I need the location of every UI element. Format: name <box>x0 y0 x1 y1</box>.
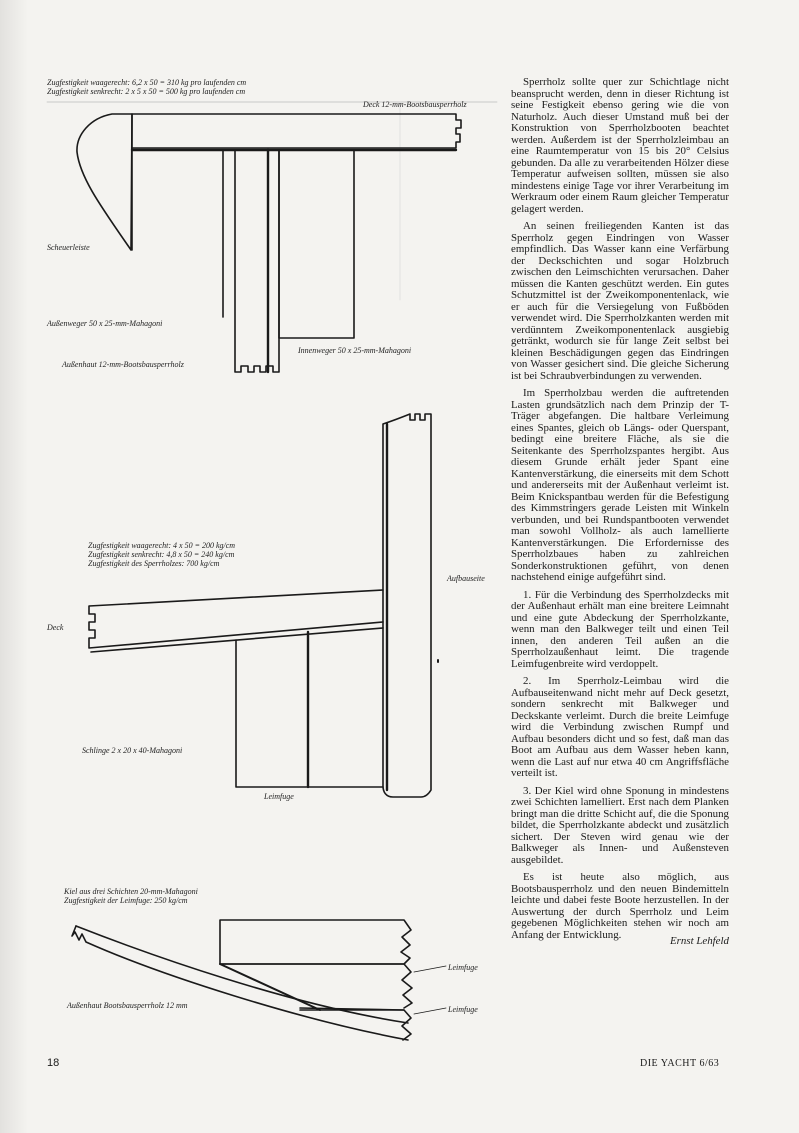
article-paragraph: Im Sperrholzbau werden die auftretenden Lasten grundsätzlich nach dem Prinzip der T-Träger abgefangen. Die haltbare Verleimung eines Spantes, gleich ob Längs- oder Querspant, bedingt eine breitere Fläche, als sie die Seitenkante des Sperrholzspantes hergibt. Aus diesem Grunde erhält jeder Spant eine Kantenverstärkung, die einerseits mit dem Schott und andererseits mit der Außenhaut verleimt ist. Beim Knickspantbau werden für die Befestigung des Kimmstringers gerade Leisten mit Winkeln verbunden, und bei Rundspantbooten verwendet man sowohl Vollholz- als auch lamellierte Kantenverstärkungen. Die Erfordernisse des Sperrholzbaues haben zu zahlreichen Sonderkonstruktionen geführt, von denen nachstehend einige aufgeführt sind. <box>511 387 729 583</box>
fig2-strength-ply: Zugfestigkeit des Sperrholzes: 700 kg/cm <box>88 559 220 568</box>
fig1-aussenhaut-label: Außenhaut 12-mm-Bootsbausperrholz <box>62 360 184 369</box>
figure1-drawing <box>47 102 497 372</box>
aussenhaut-plank <box>235 150 279 372</box>
fig2-leimfuge-label: Leimfuge <box>264 792 294 801</box>
fig2-aufbauseite-label: Aufbauseite <box>447 574 485 583</box>
fig3-aussenhaut-label: Außenhaut Bootsbausperrholz 12 mm <box>67 1001 188 1010</box>
article-paragraph: An seinen freiliegenden Kanten ist das Sperrholz gegen Eindringen von Wasser empfindlich. Das Wasser kann eine Verfärbung der Deckschichten und sogar Holzbruch zwischen den Leimschichten verursachen. Daher müssen die Kanten geschützt werden. Ein gutes Schutzmittel ist der Zweikomponentenlack, wie er auch für die Versiegelung von Fußböden verwendet wird. Die Sperrholzkanten werden mit verdünntem Zweikomponentenlack ausgiebig getränkt, wodurch sie für lange Zeit selbst bei kleinen Beschädigungen gegen das Eindringen von Wasser gesichert sind. Die gleiche Sicherung ist bei Schraubverbindungen zu verwenden. <box>511 220 729 382</box>
scheuerleiste-shape <box>77 114 132 250</box>
innenweger <box>279 150 354 338</box>
fig2-strength-h: Zugfestigkeit waagerecht: 4 x 50 = 200 kg/cm <box>88 541 236 550</box>
article-paragraph: 2. Im Sperrholz-Leimbau wird die Aufbauseitenwand nicht mehr auf Deck gesetzt, sondern senkrecht mit Balkweger und Deckskante verleimt. Durch die breite Leimfuge wird die Verbindung zwischen Rumpf und Aufbau besonders dicht und so fest, daß man das Boot am Aufbau aus dem Wasser heben kann, wenn die Last auf nur etwa 40 cm Angriffsfläche verteilt ist. <box>511 675 729 779</box>
fig2-deck-label: Deck <box>47 623 64 632</box>
deck-plank <box>132 114 461 148</box>
aufbauseite-panel <box>383 414 431 797</box>
fig3-kiel-label: Kiel aus drei Schichten 20-mm-Mahagoni <box>64 887 198 896</box>
article-paragraph: 3. Der Kiel wird ohne Sponung in mindestens zwei Schichten lamelliert. Erst nach dem Planken bringt man die dritte Schicht auf, die die Sponung bildet, die Sperrholzkante abdeckt und zusätzlich sichert. Der Steven wird genau wie der Balkweger als Innen- und Außensteven ausgebildet. <box>511 784 729 866</box>
fig3-leimfuge-label-1: Leimfuge <box>448 963 478 972</box>
article-paragraph: 1. Für die Verbindung des Sperrholzdecks mit der Außenhaut erhält man eine breitere Leimnaht und eine gute Abdeckung der Sperrholzkante, wenn man den Balkweger teilt und einen Teil innen, den anderen Teil außen an die Sperrholzaußenhaut leimt. Die tragende Leimfugenbreite wird verdoppelt. <box>511 588 729 670</box>
fig2-schlinge-label: Schlinge 2 x 20 x 40-Mahagoni <box>82 746 183 755</box>
schlinge <box>236 640 383 787</box>
fig1-innenweger-label: Innenweger 50 x 25-mm-Mahagoni <box>298 346 412 355</box>
kiel-layer-1 <box>220 920 411 964</box>
figure3-drawing <box>72 920 446 1040</box>
article-paragraph: Es ist heute also möglich, aus Bootsbausperrholz und den neuen Bindemitteln leichte und dabei feste Boote herzustellen. In der Auswertung der durch Sperrholz und Leim gegebenen Möglichkeiten stehen wir noch am Anfang der Entwicklung. <box>511 871 729 941</box>
author-name: Ernst Lehfeld <box>670 934 729 947</box>
page-number: 18 <box>47 1057 60 1069</box>
figure2-drawing <box>89 414 438 797</box>
article-text-column <box>511 77 729 947</box>
article-paragraph: Sperrholz sollte quer zur Schichtlage nicht beansprucht werden, denn in dieser Richtung ist seine Festigkeit ebenso gering wie die von Naturholz. Auch dieser Umstand muß bei der Konstruktion von Sperrholzbooten beachtet werden. Außerdem ist der Sperrholzleimbau an eine Raumtemperatur von 15 bis 20° Celsius gebunden. Da alle zu verarbeitenden Hölzer diese Temperatur aufweisen sollten, müssen sie also mindestens einige Tage vor ihrer Verarbeitung im Werkraum oder einem Raum gleicher Temperatur gelagert werden. <box>511 76 729 215</box>
fig1-scheuerleiste-label: Scheuerleiste <box>47 243 90 252</box>
fig1-strength-h: Zugfestigkeit waagerecht: 6,2 x 50 = 310 kg pro laufenden cm <box>47 78 247 87</box>
fig3-leimfuge-label-2: Leimfuge <box>448 1005 478 1014</box>
fig1-aussenweger-label: Außenweger 50 x 25-mm-Mahagoni <box>47 319 163 328</box>
fig1-strength-v: Zugfestigkeit senkrecht: 2 x 5 x 50 = 500 kg pro laufenden cm <box>47 87 246 96</box>
fig3-strength-glue: Zugfestigkeit der Leimfuge: 250 kg/cm <box>64 896 188 905</box>
magazine-issue: DIE YACHT 6/63 <box>640 1058 720 1069</box>
fig1-deck-label: Deck 12-mm-Bootsbausperrholz <box>363 100 467 109</box>
fig2-strength-v: Zugfestigkeit senkrecht: 4,8 x 50 = 240 kg/cm <box>88 550 235 559</box>
